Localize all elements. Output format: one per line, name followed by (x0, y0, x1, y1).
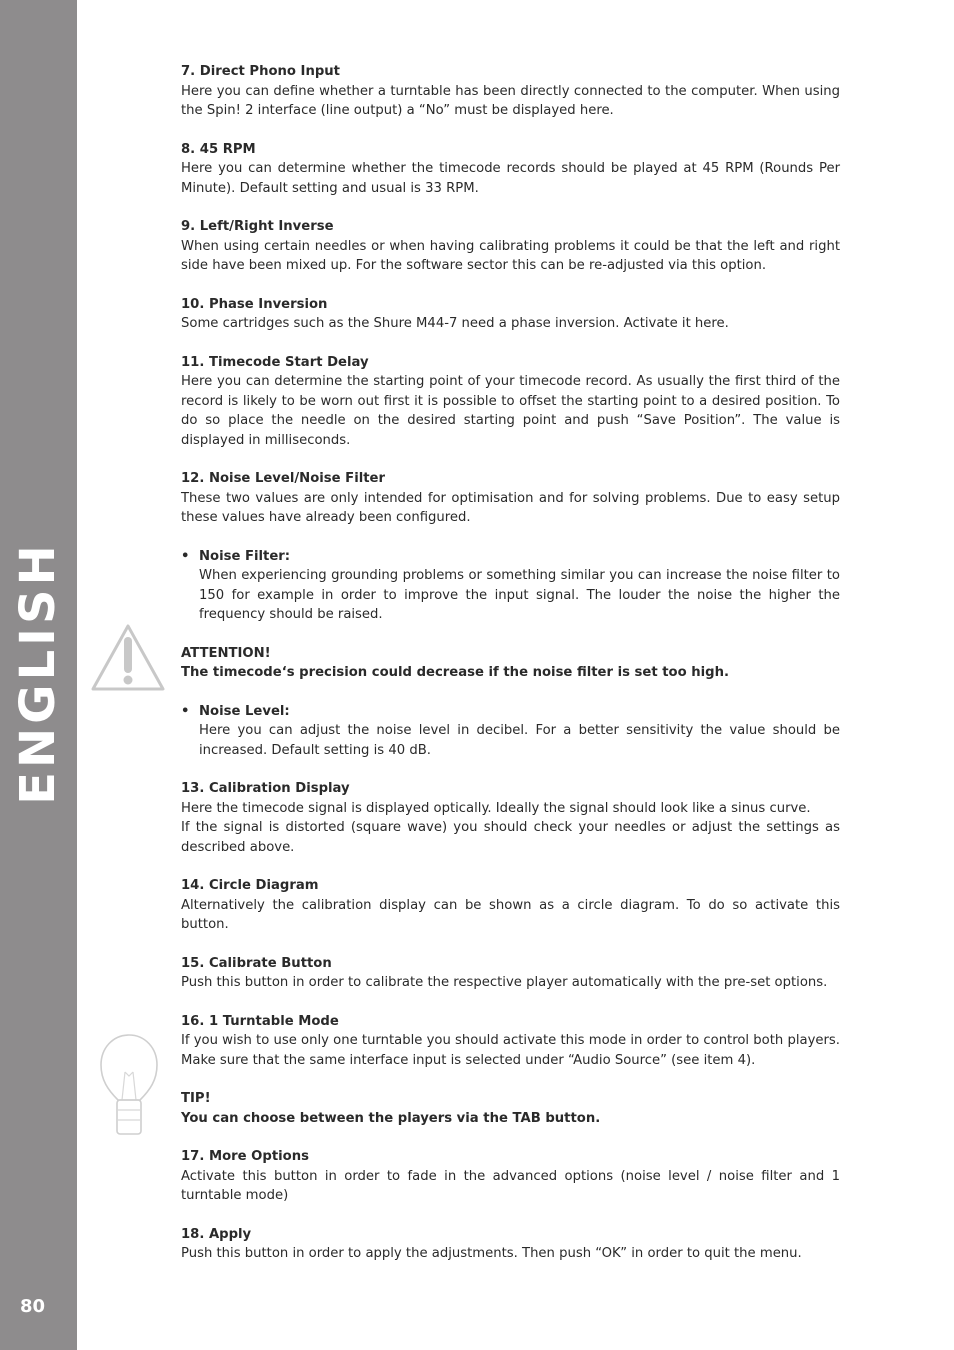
section-more-options (181, 1147, 840, 1206)
lightbulb-icon (100, 1032, 158, 1140)
section-noise-level-filter (181, 469, 840, 528)
section-body: Here you can determine the starting point of your timecode record. As usually the first third of the record is likely to be worn out first it is possible to offset the starting point to a desired position. To do so place the needle on the desired starting point and push “Save Position”. The value is displayed in milliseconds. (181, 374, 840, 448)
section-title: 16. 1 Turntable Mode (181, 1013, 339, 1029)
bullet: • (181, 703, 190, 719)
section-title: 13. Calibration Display (181, 781, 350, 796)
section-title: 15. Calibrate Button (181, 955, 332, 971)
section-body: Here you can determine whether the timecode records should be played at 45 RPM (Rounds Per Minute). Default setting and usual is 33 RPM. (181, 161, 840, 196)
section-title: 18. Apply (181, 1226, 252, 1242)
section-body: Activate this button in order to fade in the advanced options (noise level / noise filter and 1 turntable mode) (181, 1168, 840, 1203)
section-timecode-start-delay (181, 353, 840, 451)
section-calibration-display (181, 779, 840, 857)
section-title: 12. Noise Level/Noise Filter (181, 471, 385, 486)
section-body: Alternatively the calibration display can be shown as a circle diagram. To do so activate this button. (181, 897, 840, 932)
tip-note (181, 1089, 840, 1128)
section-body: When using certain needles or when having calibrating problems it could be that the left and right side have been mixed up. For the software sector this can be re-adjusted via this option. (181, 238, 840, 273)
section-title: 14. Circle Diagram (181, 878, 319, 893)
attention-note (181, 644, 840, 683)
section-left-right-inverse (181, 217, 840, 276)
section-calibrate-button (181, 954, 840, 993)
noise-level-item (181, 702, 840, 761)
section-direct-phono-input (181, 62, 840, 121)
noise-filter-item (181, 547, 840, 625)
section-body: Here the timecode signal is displayed optically. Ideally the signal should look like a sinus curve. (181, 800, 811, 816)
attention-title: ATTENTION! (181, 645, 271, 661)
bullet: • (181, 548, 190, 564)
section-45-rpm (181, 140, 840, 199)
section-title: 17. More Options (181, 1149, 309, 1164)
bullet-title: Noise Filter: (199, 548, 291, 564)
bullet-title: Noise Level: (199, 703, 290, 719)
section-body: Here you can define whether a turntable has been directly connected to the computer. When using the Spin! 2 interface (line output) a “No” must be displayed here. (181, 83, 840, 118)
section-title: 7. Direct Phono Input (181, 64, 340, 79)
warning-triangle-icon (90, 623, 166, 693)
attention-body: The timecode‘s precision could decrease if the noise filter is set too high. (181, 665, 730, 680)
section-title: 11. Timecode Start Delay (181, 354, 369, 370)
tip-body: You can choose between the players via the TAB button. (181, 1110, 601, 1126)
page-number: 80 (20, 1296, 46, 1317)
section-body: Some cartridges such as the Shure M44-7 need a phase inversion. Activate it here. (181, 316, 729, 331)
section-title: 9. Left/Right Inverse (181, 219, 334, 234)
section-body: If you wish to use only one turntable you should activate this mode in order to control both players. Make sure that the same interface input is selected under “Audio Source” (see item 4). (181, 1033, 840, 1068)
section-title: 8. 45 RPM (181, 141, 256, 157)
bullet-body: Here you can adjust the noise level in decibel. For a better sensitivity the value should be increased. Default setting is 40 dB. (199, 723, 840, 758)
section-phase-inversion (181, 295, 840, 334)
language-label: ENGLISH (10, 541, 66, 805)
tip-title: TIP! (181, 1091, 211, 1106)
section-apply (181, 1225, 840, 1264)
section-body: Push this button in order to calibrate the respective player automatically with the pre-set options. (181, 975, 828, 990)
manual-content (181, 62, 840, 1283)
section-title: 10. Phase Inversion (181, 296, 328, 312)
sidebar (0, 0, 77, 1350)
section-1-turntable-mode (181, 1012, 840, 1071)
section-body: These two values are only intended for optimisation and for solving problems. Due to easy setup these values have already been configured. (181, 490, 840, 525)
section-body: Push this button in order to apply the adjustments. Then push “OK” in order to quit the menu. (181, 1246, 802, 1261)
section-body-continued: If the signal is distorted (square wave) you should check your needles or adjust the settings as described above. (181, 820, 840, 855)
section-circle-diagram (181, 876, 840, 935)
bullet-body: When experiencing grounding problems or something similar you can increase the noise filter to 150 for example in order to improve the input signal. The louder the noise the higher the frequency should be raised. (199, 568, 840, 622)
